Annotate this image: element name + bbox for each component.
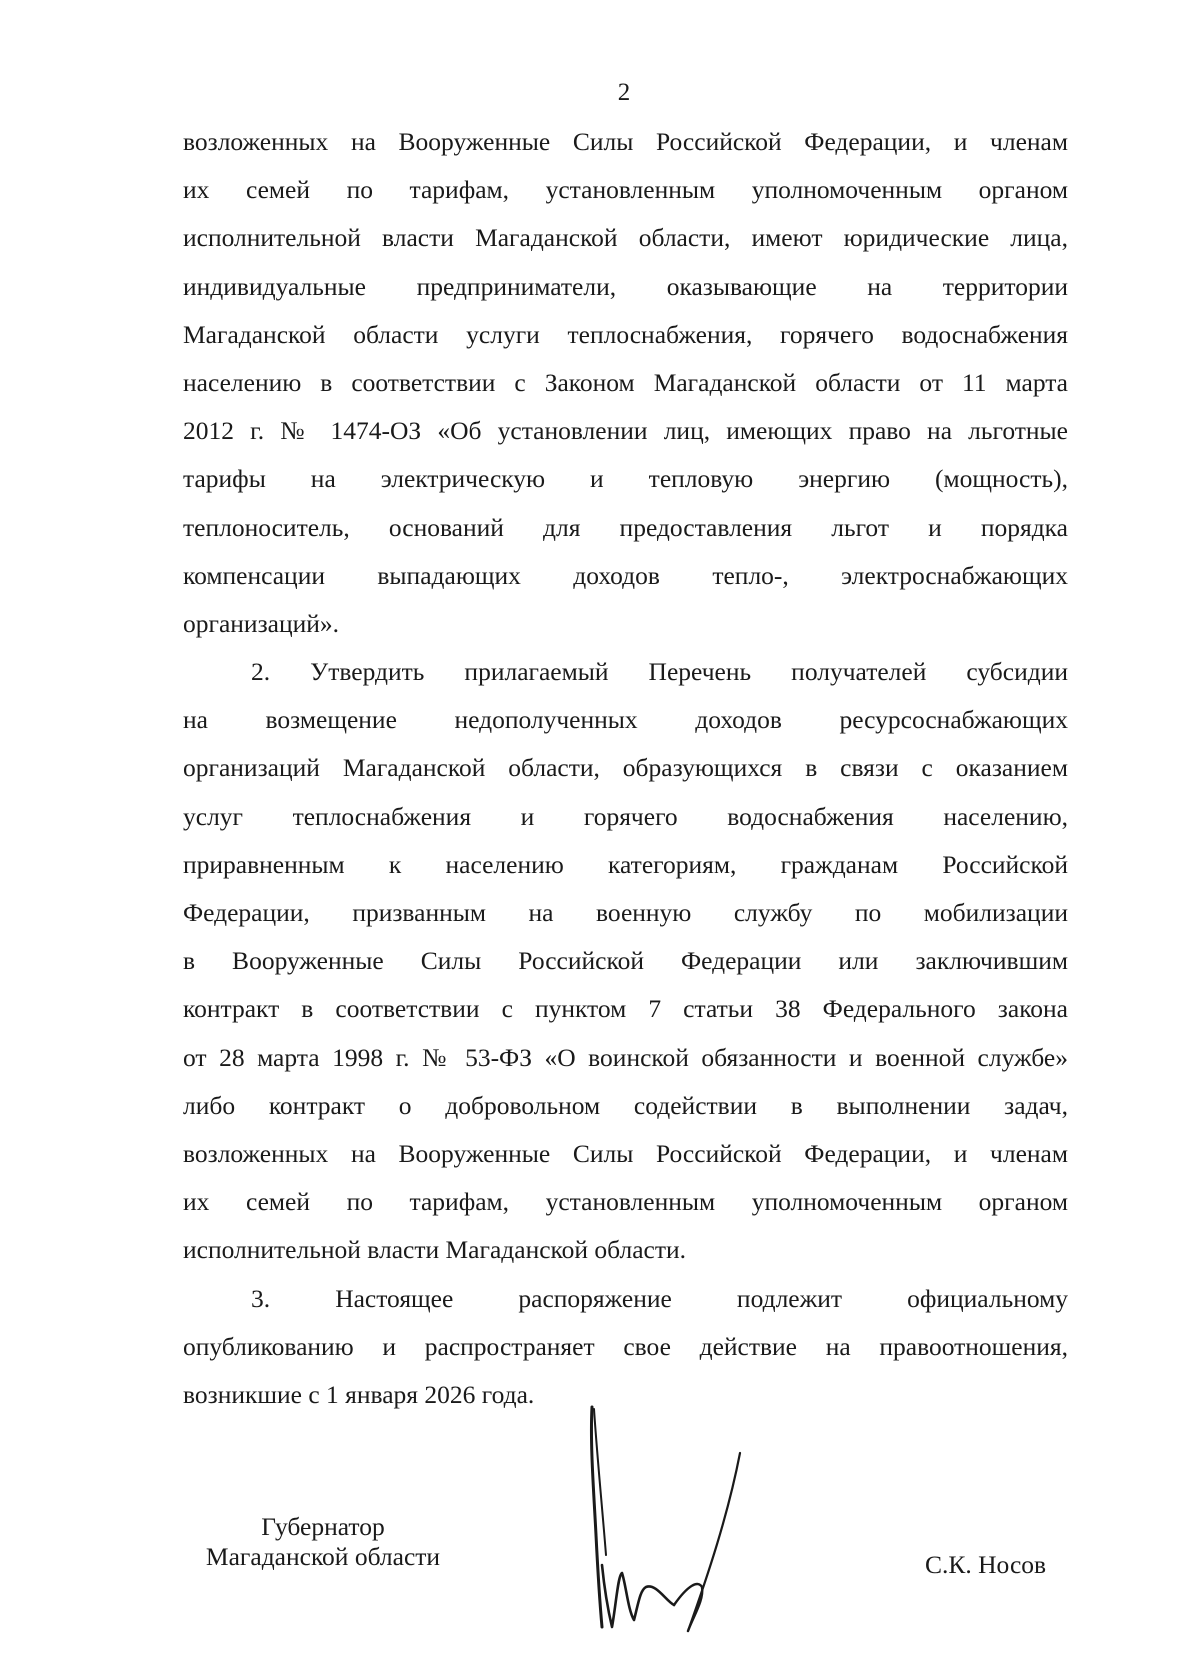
text-line: их семей по тарифам, установленным уполномоченным органом <box>183 1187 1068 1217</box>
text-line: их семей по тарифам, установленным уполномоченным органом <box>183 175 1068 205</box>
signer-name: С.К. Носов <box>925 1550 1047 1579</box>
text-line: компенсации выпадающих доходов тепло-, электроснабжающих <box>183 560 1068 590</box>
text-line: 2012 г. № 1474-ОЗ «Об установлении лиц, имеющих право на льготные <box>183 416 1068 446</box>
text-line: либо контракт о добровольном содействии в выполнении задач, <box>183 1090 1068 1120</box>
text-line: исполнительной власти Магаданской области. <box>183 1235 687 1265</box>
text-line: тарифы на электрическую и тепловую энергию (мощность), <box>183 464 1068 494</box>
text-line: теплоноситель, оснований для предоставления льгот и порядка <box>183 512 1068 542</box>
paragraph-3-start: 3. Настоящее распоряжение подлежит официальному <box>251 1283 1068 1313</box>
text-line: Федерации, призванным на военную службу по мобилизации <box>183 898 1068 927</box>
signature-block <box>0 1500 1200 1640</box>
text-line: опубликованию и распространяет свое действие на правоотношения, <box>183 1331 1068 1361</box>
text-line: возложенных на Вооруженные Силы Российской Федерации, и членам <box>183 127 1068 156</box>
text-line: организаций Магаданской области, образующихся в связи с оказанием <box>183 753 1068 783</box>
text-line: услуг теплоснабжения и горячего водоснабжения населению, <box>183 801 1068 831</box>
text-line: в Вооруженные Силы Российской Федерации или заключившим <box>183 946 1068 976</box>
text-line: исполнительной власти Магаданской области, имеют юридические лица, <box>183 223 1068 253</box>
page-number: 2 <box>617 79 631 106</box>
handwritten-signature <box>588 1405 788 1640</box>
signer-title <box>183 1512 463 1572</box>
text-line: возникшие с 1 января 2026 года. <box>183 1379 535 1409</box>
text-line: Магаданской области услуги теплоснабжения, горячего водоснабжения <box>183 319 1068 349</box>
signer-title-line-1: Губернатор <box>261 1512 385 1541</box>
text-line: контракт в соответствии с пунктом 7 статьи 38 Федерального закона <box>183 994 1068 1024</box>
text-line: населению в соответствии с Законом Магаданской области от 11 марта <box>183 367 1068 397</box>
text-line: на возмещение недополученных доходов ресурсоснабжающих <box>183 705 1068 735</box>
text-line: приравненным к населению категориям, гражданам Российской <box>183 849 1068 879</box>
paragraph-2-start: 2. Утвердить прилагаемый Перечень получателей субсидии <box>251 657 1068 687</box>
document-body <box>183 118 1068 1419</box>
signer-title-line-2: Магаданской области <box>205 1542 441 1571</box>
text-line: от 28 марта 1998 г. № 53-ФЗ «О воинской обязанности и военной службе» <box>183 1042 1068 1072</box>
text-line: возложенных на Вооруженные Силы Российской Федерации, и членам <box>183 1138 1068 1168</box>
text-line: организаций». <box>183 608 340 638</box>
text-line: индивидуальные предприниматели, оказывающие на территории <box>183 271 1068 301</box>
